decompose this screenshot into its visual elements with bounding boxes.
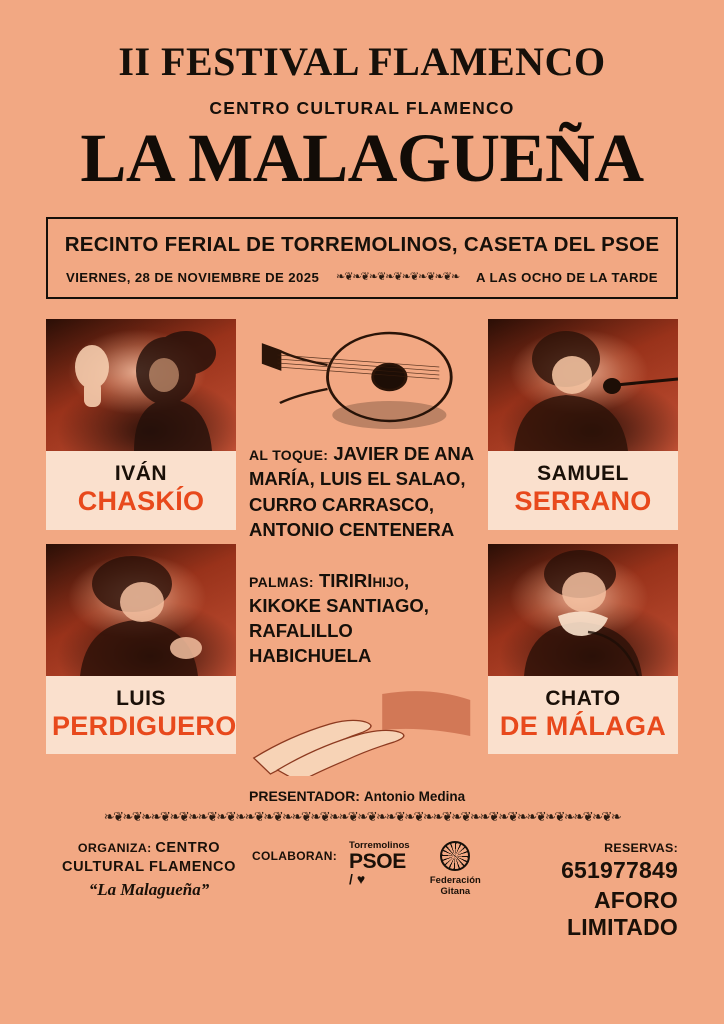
presenter-credit [249,788,475,804]
singer-scarf-guitar-photo [488,544,678,676]
aforo-limitado-note: AFORO LIMITADO [566,887,678,941]
wheel-icon [440,841,470,871]
singer-raised-hand-photo [46,319,236,451]
artist-photo [488,319,678,451]
presenter-name: Antonio Medina [363,789,466,805]
artist-last-name: DE MÁLAGA [499,710,667,741]
psoe-heart-icon: / ♥ [349,871,366,888]
artist-first-name: SAMUEL [537,462,629,486]
artist-photo [46,544,236,676]
ornament-divider-icon: ❧❦❧❦❧❦❧❦❧❦❧❦❧❦❧ [335,272,460,284]
palmas-credit [249,568,475,669]
psoe-locality: Torremolinos [349,840,410,852]
venue-box [46,217,678,299]
artist-caption [488,676,678,754]
venue-time: A LAS OCHO DE LA TARDE [476,270,658,286]
venue-date-time-row [58,270,666,285]
artist-last-name: CHASKÍO [77,486,205,517]
colaboran-label: COLABORAN: [252,849,338,864]
organizer-block [46,839,252,900]
artist-last-name: SERRANO [514,486,652,517]
palmas-first-suffix: HIJO [372,574,404,590]
venue-place: RECINTO FERIAL DE TORREMOLINOS, CASETA DEL PSOE [64,233,660,257]
artist-first-name: LUIS [116,686,166,710]
artist-photo [488,544,678,676]
psoe-logo [349,841,410,886]
venue-date: VIERNES, 28 DE NOVIEMBRE DE 2025 [66,270,320,286]
presenter-label: PRESENTADOR: [249,788,360,805]
singer-profile-photo [46,544,236,676]
federacion-gitana-logo [422,841,489,896]
organiza-quote: “La Malagueña” [88,879,210,899]
guitar-photo-frame [249,321,475,429]
festival-title: II FESTIVAL FLAMENCO [118,39,606,84]
poster-footer [46,839,678,941]
artist-card[interactable] [46,544,236,754]
footer-divider-ornament-icon: ❧❦❧❦❧❧❦❧❦❧❧❦❧❦❧❧❦❧❦❧❧❦❧❦❧❧❦❧❦❧❧❦❧❦❧❧❦❧❦❧❧❦❧❦❧❧❦❧❦❧❧❦❧❦❧ [103,810,621,824]
artist-last-name: PERDIGUERO [52,710,237,741]
artist-card[interactable] [46,319,236,529]
reservas-phone[interactable]: 651977849 [561,857,678,884]
singer-microphone-photo [488,319,678,451]
guitar-credit-label: AL TOQUE: [249,447,329,464]
organization-subtitle: CENTRO CULTURAL FLAMENCO [209,98,515,118]
artist-caption [46,451,236,529]
artist-photo [46,319,236,451]
collaborators-block [252,839,489,896]
artist-first-name: CHATO [545,686,621,710]
guitar-credit [249,441,475,542]
lineup-column-middle [249,319,475,804]
clapping-hands-photo [249,684,475,776]
palmas-credit-label: PALMAS: [249,573,314,590]
guitar-credit-text: JAVIER DE ANA MARÍA, LUIS EL SALAO, CURRO CARRASCO, ANTONIO CENTENERA [249,443,474,540]
poster-header [46,0,678,196]
lineup-grid [46,319,678,804]
reservas-label: RESERVAS: [604,841,678,856]
federacion-label: Federación Gitana [429,874,481,897]
flamenco-guitar-photo [249,321,475,429]
lineup-column-left [46,319,236,804]
artist-card[interactable] [488,319,678,529]
palmas-first-name: TIRIRI [318,569,373,591]
lineup-column-right [488,319,678,804]
psoe-wordmark: PSOE [349,850,406,874]
palmas-rest: , KIKOKE SANTIAGO, RAFALILLO HABICHUELA [249,569,429,667]
artist-first-name: IVÁN [114,462,168,486]
page-title: LA MALAGUEÑA [80,120,644,196]
artist-card[interactable] [488,544,678,754]
organiza-label: ORGANIZA: [77,841,152,856]
reservations-block [489,839,678,941]
artist-caption [488,451,678,529]
hands-photo-frame [249,684,475,776]
organiza-name: CENTRO CULTURAL FLAMENCO [62,840,237,876]
artist-caption [46,676,236,754]
